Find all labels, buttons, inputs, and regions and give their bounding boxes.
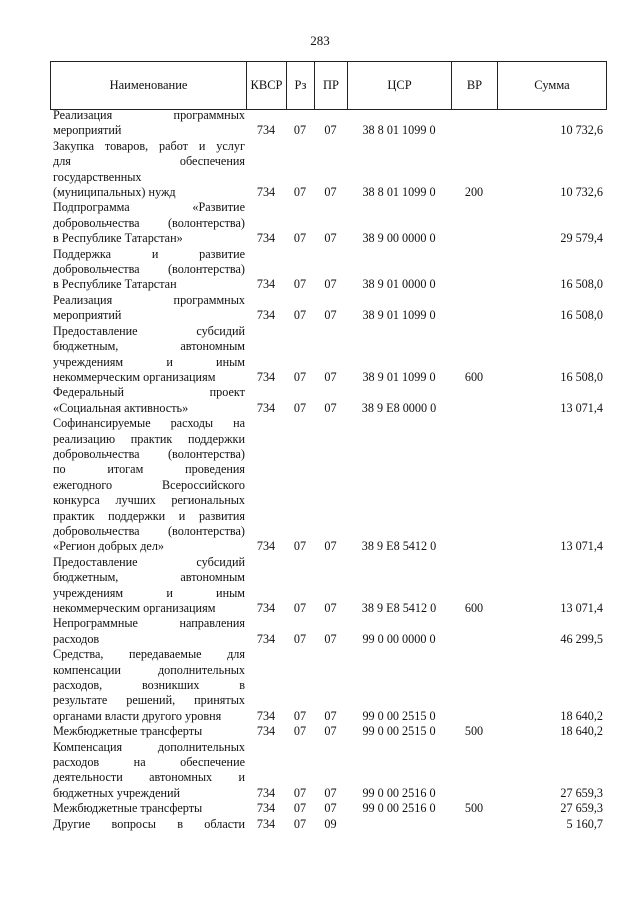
- row-csr: 99 0 00 0000 0: [362, 631, 436, 646]
- row-vr: 200: [464, 185, 484, 200]
- row-name-line: учреждениям и иным: [53, 354, 245, 369]
- row-pr: 07: [324, 185, 337, 200]
- row-rz: 07: [293, 400, 307, 415]
- row-csr: 99 0 00 2515 0: [362, 724, 436, 739]
- row-name-line: органами власти другого уровня: [53, 708, 222, 723]
- row-sum: 13 071,4: [560, 539, 603, 554]
- row-rz: 07: [293, 816, 307, 831]
- table-row: [50, 817, 606, 832]
- row-name-line: Межбюджетные трансферты: [53, 724, 203, 739]
- row-pr: 07: [324, 601, 337, 615]
- row-name-line: практик поддержки и развития: [53, 508, 245, 523]
- row-name-line: расходов: [53, 631, 100, 646]
- row-name: [50, 324, 246, 386]
- table-row: [50, 647, 606, 724]
- row-name-line: Закупка товаров, работ и услуг: [53, 138, 245, 153]
- row-pr: 09: [324, 816, 337, 831]
- row-pr: 07: [324, 785, 337, 800]
- row-kvsr: 734: [256, 539, 276, 554]
- row-sum: 13 071,4: [560, 601, 603, 615]
- row-pr: 07: [324, 369, 337, 384]
- table-header: [50, 61, 607, 110]
- row-name: [50, 616, 246, 647]
- row-pr: 07: [324, 277, 337, 292]
- row-name-line: для обеспечения: [53, 154, 245, 169]
- row-name-line: компенсации дополнительных: [53, 662, 245, 677]
- row-name: [50, 139, 246, 201]
- header-sum: Сумма: [498, 62, 607, 109]
- row-sum: 27 659,3: [560, 801, 603, 816]
- row-name-line: бюджетным, автономным: [53, 339, 245, 354]
- row-sum: 18 640,2: [560, 724, 603, 739]
- row-rz: 07: [293, 369, 307, 384]
- row-sum: 13 071,4: [560, 400, 603, 415]
- row-sum: 5 160,7: [566, 816, 603, 831]
- row-name-line: конкурса лучших региональных: [53, 493, 245, 508]
- row-pr: 07: [324, 231, 337, 246]
- row-name-line: по итогам проведения: [53, 462, 245, 477]
- table-row: [50, 616, 606, 647]
- row-name: [50, 416, 246, 555]
- header-rz: Рз: [287, 62, 315, 109]
- row-vr: 500: [464, 801, 484, 816]
- row-rz: 07: [293, 708, 307, 723]
- row-csr: 99 0 00 2516 0: [362, 785, 436, 800]
- row-rz: 07: [293, 123, 307, 138]
- row-csr: 38 8 01 1099 0: [362, 123, 436, 138]
- row-sum: 16 508,0: [560, 369, 603, 384]
- row-name-line: (муниципальных) нужд: [53, 185, 176, 200]
- row-sum: 16 508,0: [560, 277, 603, 292]
- row-kvsr: 734: [256, 369, 276, 384]
- table-row: [50, 247, 606, 293]
- row-rz: 07: [293, 277, 307, 292]
- row-csr: 38 9 E8 0000 0: [361, 400, 437, 415]
- row-kvsr: 734: [256, 400, 276, 415]
- table-row: [50, 293, 606, 324]
- row-kvsr: 734: [256, 601, 276, 615]
- page-number: 283: [310, 33, 330, 48]
- row-csr: 99 0 00 2515 0: [362, 708, 436, 723]
- row-csr: 38 9 00 0000 0: [362, 231, 436, 246]
- row-name-line: Федеральный проект: [53, 385, 245, 400]
- table-row: [50, 801, 606, 816]
- table-row: [50, 139, 606, 201]
- row-name: [50, 108, 246, 139]
- row-name-line: мероприятий: [53, 123, 122, 138]
- table-row: [50, 108, 606, 139]
- row-name-line: Подпрограмма «Развитие: [53, 200, 245, 215]
- row-name: [50, 385, 246, 416]
- row-name: [50, 740, 246, 802]
- row-kvsr: 734: [256, 708, 276, 723]
- row-name-line: добровольчества (волонтерства): [53, 523, 245, 538]
- row-sum: 18 640,2: [560, 708, 603, 723]
- row-name: [50, 724, 246, 739]
- row-pr: 07: [324, 708, 337, 723]
- row-name-line: ежегодного Всероссийского: [53, 477, 245, 492]
- row-pr: 07: [324, 400, 337, 415]
- row-sum: 16 508,0: [560, 308, 603, 323]
- row-name-line: бюджетных учреждений: [53, 785, 181, 800]
- row-rz: 07: [293, 539, 307, 554]
- row-name-line: реализацию практик поддержки: [53, 431, 245, 446]
- row-name-line: Софинансируемые расходы на: [53, 416, 245, 431]
- row-name-line: добровольчества (волонтерства): [53, 262, 245, 277]
- row-name: [50, 555, 246, 617]
- row-name-line: Другие вопросы в области: [53, 816, 245, 831]
- row-kvsr: 734: [256, 123, 276, 138]
- row-rz: 07: [293, 185, 307, 200]
- row-rz: 07: [293, 801, 307, 816]
- row-vr: 600: [464, 601, 484, 615]
- row-name-line: в Республике Татарстан: [53, 277, 177, 292]
- row-name-line: результате решений, принятых: [53, 693, 245, 708]
- row-kvsr: 734: [256, 816, 276, 831]
- row-kvsr: 734: [256, 724, 276, 739]
- row-pr: 07: [324, 724, 337, 739]
- row-name-line: деятельности автономных и: [53, 770, 245, 785]
- row-name: [50, 817, 246, 832]
- row-csr: 38 9 01 1099 0: [362, 369, 436, 384]
- header-pr: ПР: [315, 62, 348, 109]
- row-rz: 07: [293, 231, 307, 246]
- row-name-line: добровольчества (волонтерства): [53, 215, 245, 230]
- table-row: [50, 385, 606, 416]
- table-row: [50, 555, 606, 617]
- row-name-line: Реализация программных: [53, 292, 245, 307]
- header-kvsr: КВСР: [247, 62, 287, 109]
- table-body: [50, 108, 606, 832]
- row-vr: 500: [464, 724, 484, 739]
- row-name-line: в Республике Татарстан»: [53, 231, 183, 246]
- row-name: [50, 647, 246, 724]
- row-name: [50, 293, 246, 324]
- row-csr: 38 9 01 1099 0: [362, 308, 436, 323]
- row-name-line: Средства, передаваемые для: [53, 647, 245, 662]
- row-csr: 38 8 01 1099 0: [362, 185, 436, 200]
- row-name: [50, 801, 246, 816]
- row-rz: 07: [293, 785, 307, 800]
- table-row: [50, 724, 606, 739]
- row-name-line: Межбюджетные трансферты: [53, 801, 203, 816]
- header-name: Наименование: [51, 62, 247, 109]
- row-name-line: учреждениям и иным: [53, 585, 245, 600]
- row-kvsr: 734: [256, 308, 276, 323]
- table-row: [50, 200, 606, 246]
- row-kvsr: 734: [256, 785, 276, 800]
- row-kvsr: 734: [256, 231, 276, 246]
- row-rz: 07: [293, 724, 307, 739]
- row-sum: 10 732,6: [560, 123, 603, 138]
- row-name-line: «Регион добрых дел»: [53, 539, 165, 554]
- table-row: [50, 740, 606, 802]
- row-pr: 07: [324, 123, 337, 138]
- header-vr: ВР: [452, 62, 498, 109]
- row-name-line: Предоставление субсидий: [53, 323, 245, 338]
- row-name-line: некоммерческим организациям: [53, 369, 216, 384]
- row-name-line: бюджетным, автономным: [53, 570, 245, 585]
- row-kvsr: 734: [256, 277, 276, 292]
- row-name-line: Непрограммные направления: [53, 616, 245, 631]
- row-sum: 27 659,3: [560, 785, 603, 800]
- row-csr: 38 9 01 0000 0: [362, 277, 436, 292]
- row-name: [50, 200, 246, 246]
- header-csr: ЦСР: [348, 62, 452, 109]
- row-name-line: добровольчества (волонтерства): [53, 446, 245, 461]
- row-name-line: Поддержка и развитие: [53, 246, 245, 261]
- row-name-line: «Социальная активность»: [53, 400, 189, 415]
- row-pr: 07: [324, 801, 337, 816]
- table-row: [50, 416, 606, 555]
- row-vr: 600: [464, 369, 484, 384]
- row-kvsr: 734: [256, 801, 276, 816]
- row-sum: 10 732,6: [560, 185, 603, 200]
- row-name-line: мероприятий: [53, 308, 122, 323]
- row-name-line: Предоставление субсидий: [53, 554, 245, 569]
- row-name-line: расходов на обеспечение: [53, 755, 245, 770]
- row-rz: 07: [293, 631, 307, 646]
- row-name-line: Компенсация дополнительных: [53, 739, 245, 754]
- row-csr: 38 9 E8 5412 0: [361, 601, 437, 615]
- row-kvsr: 734: [256, 631, 276, 646]
- row-rz: 07: [293, 601, 307, 615]
- row-name: [50, 247, 246, 293]
- row-name-line: расходов, возникших в: [53, 678, 245, 693]
- row-kvsr: 734: [256, 185, 276, 200]
- row-sum: 29 579,4: [560, 231, 603, 246]
- row-csr: 99 0 00 2516 0: [362, 801, 436, 816]
- row-pr: 07: [324, 308, 337, 323]
- row-rz: 07: [293, 308, 307, 323]
- row-name-line: Реализация программных: [53, 108, 245, 122]
- row-sum: 46 299,5: [560, 631, 603, 646]
- row-csr: 38 9 E8 5412 0: [361, 539, 437, 554]
- row-name-line: некоммерческим организациям: [53, 601, 216, 615]
- row-pr: 07: [324, 539, 337, 554]
- row-pr: 07: [324, 631, 337, 646]
- table-row: [50, 324, 606, 386]
- row-name-line: государственных: [53, 169, 142, 184]
